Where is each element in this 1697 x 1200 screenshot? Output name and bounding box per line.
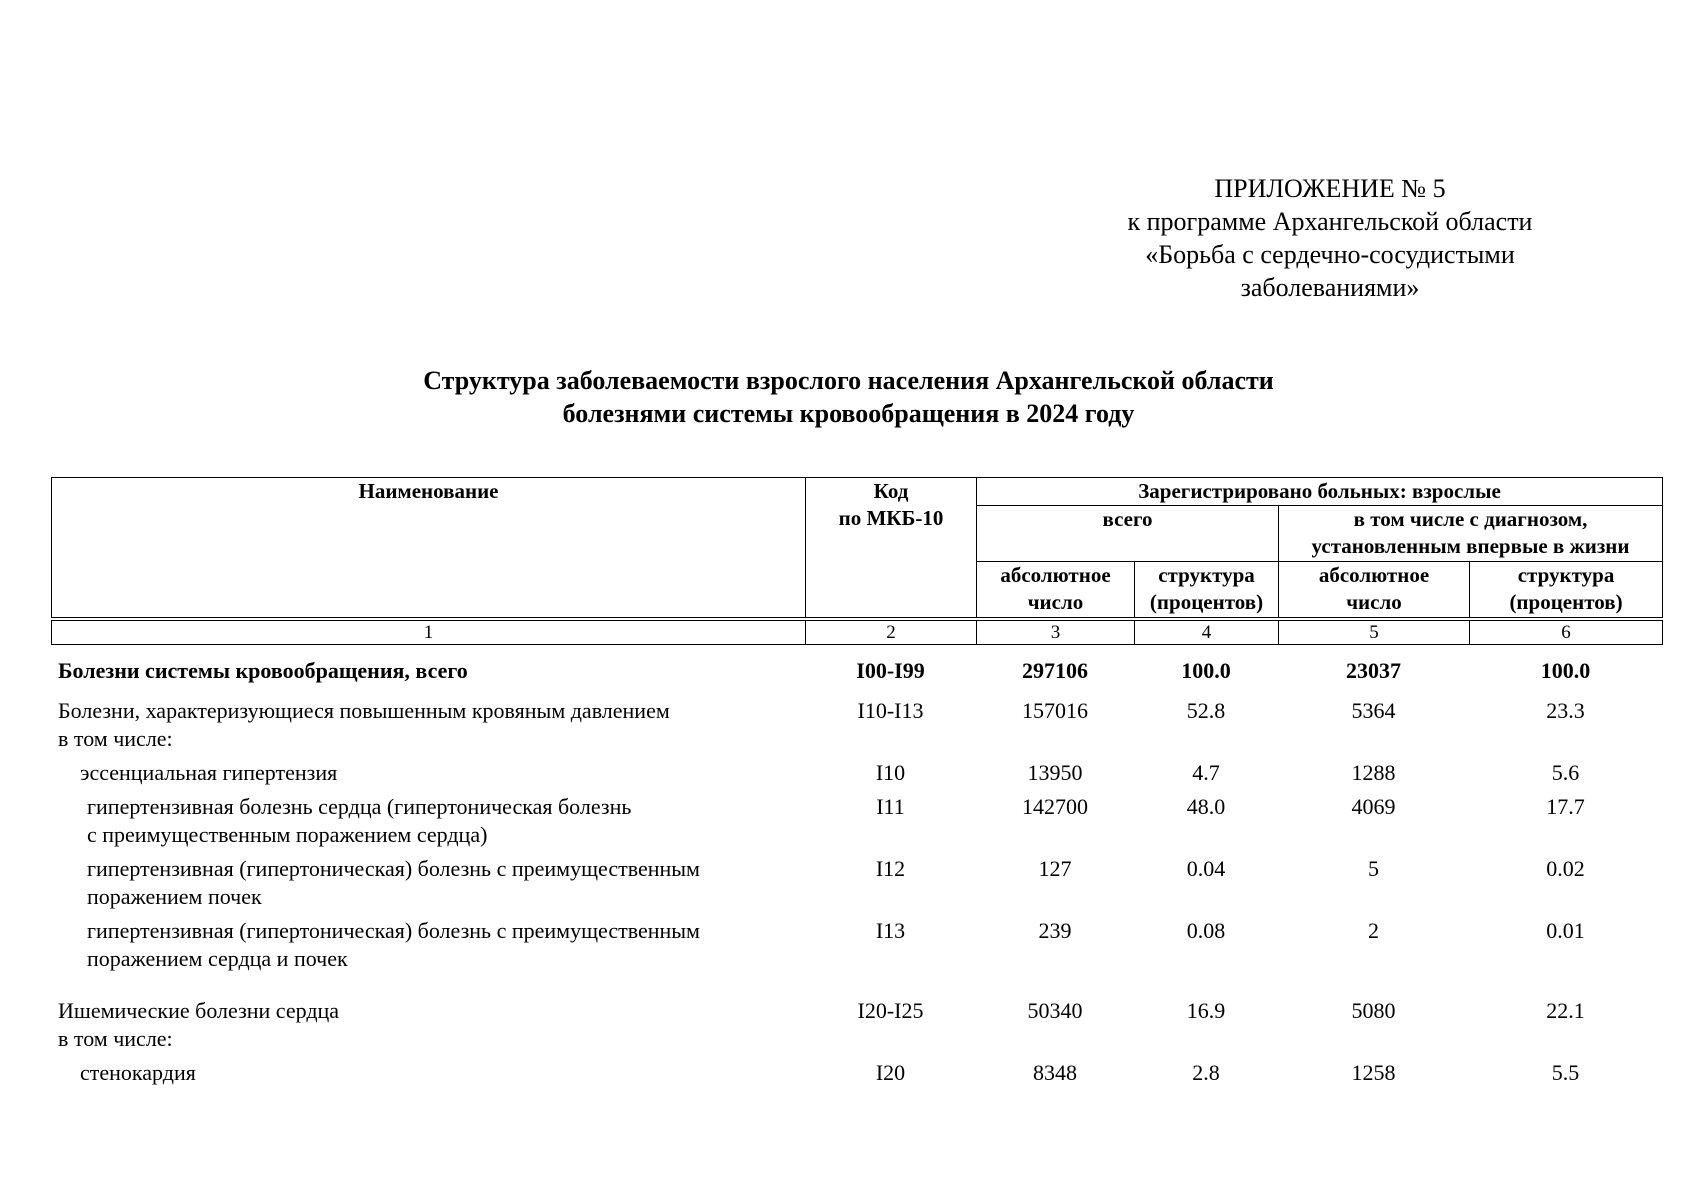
row-abs-first: 5364 xyxy=(1351,698,1396,723)
header-code-line1: Код xyxy=(873,479,909,503)
row-name-line2: в том числе: xyxy=(58,1026,173,1051)
header-first-diagnosis xyxy=(1279,506,1663,562)
column-number: 4 xyxy=(1135,621,1279,645)
row-name-line1: гипертензивная болезнь сердца (гипертоническая болезнь xyxy=(87,794,632,819)
row-code: I13 xyxy=(875,918,906,943)
row-abs-first: 5 xyxy=(1368,856,1379,881)
row-str: 16.9 xyxy=(1186,998,1226,1023)
table-row xyxy=(51,917,1662,997)
row-code: I12 xyxy=(875,856,906,881)
header-registered: Зарегистрировано больных: взрослые xyxy=(977,478,1663,506)
table-body xyxy=(51,657,1662,1093)
table-row xyxy=(51,697,1662,759)
document-title xyxy=(0,364,1697,430)
row-name-line1: гипертензивная (гипертоническая) болезнь с преимущественным xyxy=(87,856,700,881)
row-name xyxy=(51,917,801,973)
table-row xyxy=(51,759,1662,793)
row-str: 52.8 xyxy=(1186,698,1226,723)
appendix-program: к программе Архангельской области xyxy=(1127,207,1533,236)
row-abs-first: 1258 xyxy=(1351,1060,1396,1085)
header-abs-first-line1: абсолютное xyxy=(1318,563,1430,587)
row-str-first: 22.1 xyxy=(1546,998,1585,1023)
row-str: 48.0 xyxy=(1186,794,1226,819)
header-str-total xyxy=(1135,562,1279,618)
appendix-header xyxy=(1100,172,1560,304)
row-abs: 8348 xyxy=(1033,1060,1077,1085)
row-code: I10-I13 xyxy=(857,698,924,723)
row-code: I20 xyxy=(875,1060,906,1085)
header-abs-line1: абсолютное xyxy=(1000,563,1111,587)
column-numbers-row xyxy=(52,621,1663,645)
row-name-line2: в том числе: xyxy=(58,726,173,751)
row-str-first: 5.6 xyxy=(1551,760,1580,785)
row-abs: 127 xyxy=(1038,856,1072,881)
row-abs: 297106 xyxy=(1022,658,1088,683)
row-name-line2: поражением сердца и почек xyxy=(87,946,348,971)
row-str-first: 100.0 xyxy=(1540,658,1591,683)
row-abs-first: 1288 xyxy=(1351,760,1396,785)
row-abs: 157016 xyxy=(1022,698,1088,723)
row-code: I20-I25 xyxy=(857,998,924,1023)
header-str-line2: (процентов) xyxy=(1149,590,1264,614)
column-number: 1 xyxy=(52,621,806,645)
row-str-first: 17.7 xyxy=(1546,794,1585,819)
appendix-number: ПРИЛОЖЕНИЕ № 5 xyxy=(1214,174,1446,203)
row-code: I10 xyxy=(875,760,906,785)
header-first-line2: установленным впервые в жизни xyxy=(1311,534,1630,558)
row-str: 0.04 xyxy=(1186,856,1226,881)
header-code-line2: по МКБ-10 xyxy=(838,506,944,530)
row-abs: 50340 xyxy=(1027,998,1083,1023)
row-str: 100.0 xyxy=(1181,658,1231,683)
header-str-line1: структура xyxy=(1158,563,1255,587)
row-abs-first: 4069 xyxy=(1351,794,1396,819)
appendix-program-name: «Борьба с сердечно-сосудистыми xyxy=(1145,240,1515,269)
table-header xyxy=(51,477,1663,645)
row-str-first: 5.5 xyxy=(1551,1060,1580,1085)
row-abs-first: 2 xyxy=(1368,918,1379,943)
header-abs-line2: число xyxy=(1027,590,1084,614)
row-code: I11 xyxy=(876,794,905,819)
row-abs-first: 5080 xyxy=(1351,998,1396,1023)
row-abs-first: 23037 xyxy=(1346,658,1401,683)
header-first-line1: в том числе с диагнозом, xyxy=(1353,507,1588,531)
row-code: I00-I99 xyxy=(856,658,925,683)
row-abs: 13950 xyxy=(1027,760,1083,785)
document-title-line2: болезнями системы кровообращения в 2024 году xyxy=(562,399,1135,428)
table-row xyxy=(51,793,1662,855)
row-name xyxy=(51,793,801,849)
column-number: 3 xyxy=(977,621,1135,645)
table-row xyxy=(51,657,1662,697)
row-name-line1: Болезни, характеризующиеся повышенным кровяным давлением xyxy=(58,698,670,723)
row-name-line2: поражением почек xyxy=(87,884,262,909)
row-name: стенокардия xyxy=(80,1060,196,1085)
row-name-line2: с преимущественным поражением сердца) xyxy=(87,822,488,847)
row-str-first: 0.01 xyxy=(1546,918,1585,943)
row-str: 0.08 xyxy=(1186,918,1226,943)
row-name: эссенциальная гипертензия xyxy=(80,760,338,785)
header-abs-first-line2: число xyxy=(1346,590,1402,614)
row-name-line1: Ишемические болезни сердца xyxy=(58,998,340,1023)
row-name-line1: гипертензивная (гипертоническая) болезнь с преимущественным xyxy=(87,918,700,943)
header-code xyxy=(806,478,977,618)
row-name xyxy=(51,997,801,1053)
column-number: 2 xyxy=(806,621,977,645)
row-str-first: 0.02 xyxy=(1546,856,1585,881)
header-str-first xyxy=(1470,562,1663,618)
row-name xyxy=(51,855,801,911)
table-row xyxy=(51,997,1662,1059)
table-row xyxy=(51,1059,1662,1093)
column-number: 6 xyxy=(1470,621,1663,645)
document-title-line1: Структура заболеваемости взрослого населения Архангельской области xyxy=(423,366,1274,395)
table-row xyxy=(51,855,1662,917)
column-number: 5 xyxy=(1279,621,1470,645)
row-str: 2.8 xyxy=(1192,1060,1220,1085)
header-name: Наименование xyxy=(52,478,806,618)
header-str-first-line1: структура xyxy=(1517,563,1615,587)
header-total: всего xyxy=(977,506,1279,562)
header-abs-total xyxy=(977,562,1135,618)
row-abs: 142700 xyxy=(1022,794,1088,819)
row-name: Болезни системы кровообращения, всего xyxy=(58,658,468,683)
header-str-first-line2: (процентов) xyxy=(1509,590,1623,614)
appendix-program-name-end: заболеваниями» xyxy=(1240,273,1420,302)
row-name xyxy=(51,697,801,753)
row-str: 4.7 xyxy=(1192,760,1220,785)
row-abs: 239 xyxy=(1038,918,1072,943)
row-str-first: 23.3 xyxy=(1546,698,1585,723)
header-abs-first xyxy=(1279,562,1470,618)
